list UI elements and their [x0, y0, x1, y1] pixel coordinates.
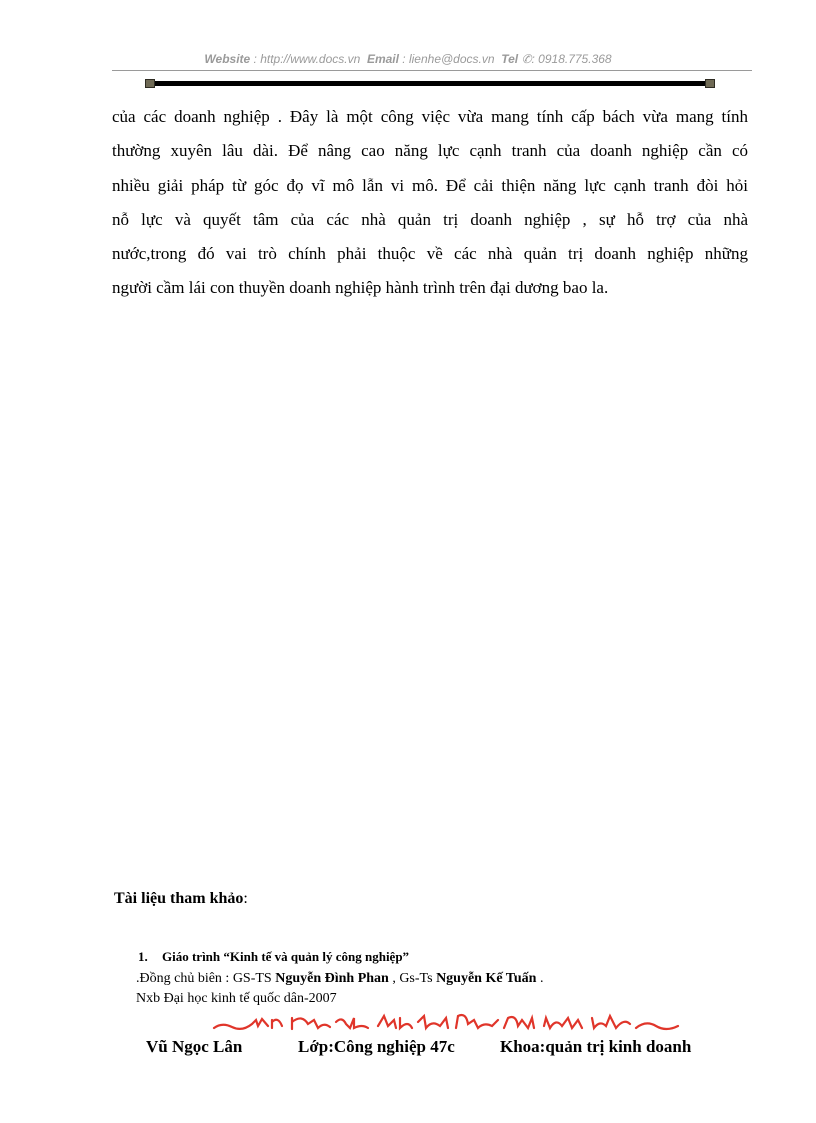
- footer-faculty: Khoa:quản trị kinh doanh: [500, 1037, 692, 1056]
- footer-class: Lớp:Công nghiệp 47c: [298, 1037, 455, 1056]
- paragraph-line: thường xuyên lâu dài. Để nâng cao năng lực cạnh tranh của doanh nghiệp cần có: [112, 141, 748, 161]
- header-bar-right-cap: [705, 79, 715, 88]
- editors-suffix: .: [536, 971, 544, 986]
- website-label: Website: [204, 52, 251, 66]
- body-paragraph: [112, 100, 748, 306]
- references-title: Tài liệu tham khảo: [114, 890, 244, 907]
- phone-icon: ✆: [521, 52, 532, 66]
- paragraph-line: người cầm lái con thuyền doanh nghiệp hành trình trên đại dương bao la.: [112, 278, 609, 298]
- editor-1: Nguyễn Đình Phan: [275, 971, 389, 986]
- tel-label: Tel: [501, 52, 519, 66]
- header-bar-left-cap: [145, 79, 155, 88]
- header-bar: [152, 81, 710, 86]
- reference-editors: [136, 971, 543, 987]
- reference-number: 1.: [138, 949, 148, 964]
- reference-item: [138, 949, 409, 965]
- editors-prefix: .Đồng chủ biên : GS-TS: [136, 971, 276, 986]
- email-value: : lienhe@docs.vn: [402, 52, 495, 66]
- paragraph-line: nước,trong đó vai trò chính phải thuộc về các nhà quản trị doanh nghiệp những: [112, 244, 748, 264]
- paragraph-line: của các doanh nghiệp . Đây là một công việc vừa mang tính cấp bách vừa mang tính: [112, 107, 748, 126]
- paragraph-line: nỗ lực và quyết tâm của các nhà quản trị doanh nghiệp , sự hỗ trợ của nhà: [112, 209, 748, 229]
- editors-mid: , Gs-Ts: [388, 971, 437, 986]
- paragraph-line: nhiều giải pháp từ góc đọ vĩ mô lẫn vi mô. Để cải thiện năng lực cạnh tranh đòi hỏi: [112, 175, 748, 195]
- footer-author: Vũ Ngọc Lân: [146, 1037, 243, 1056]
- website-value: : http://www.docs.vn: [253, 52, 361, 66]
- references-heading: [114, 890, 248, 908]
- reference-publisher: Nxb Đại học kinh tế quốc dân-2007: [136, 991, 337, 1006]
- editor-2: Nguyễn Kế Tuấn: [436, 971, 537, 986]
- tel-value: : 0918.775.368: [531, 52, 612, 66]
- email-label: Email: [366, 52, 399, 66]
- references-colon: :: [243, 890, 248, 907]
- header-rule: [112, 70, 752, 71]
- reference-title: Giáo trình “Kinh tế và quản lý công nghiệp”: [162, 949, 410, 964]
- decorative-border: [212, 1010, 682, 1034]
- page-header: [0, 52, 816, 66]
